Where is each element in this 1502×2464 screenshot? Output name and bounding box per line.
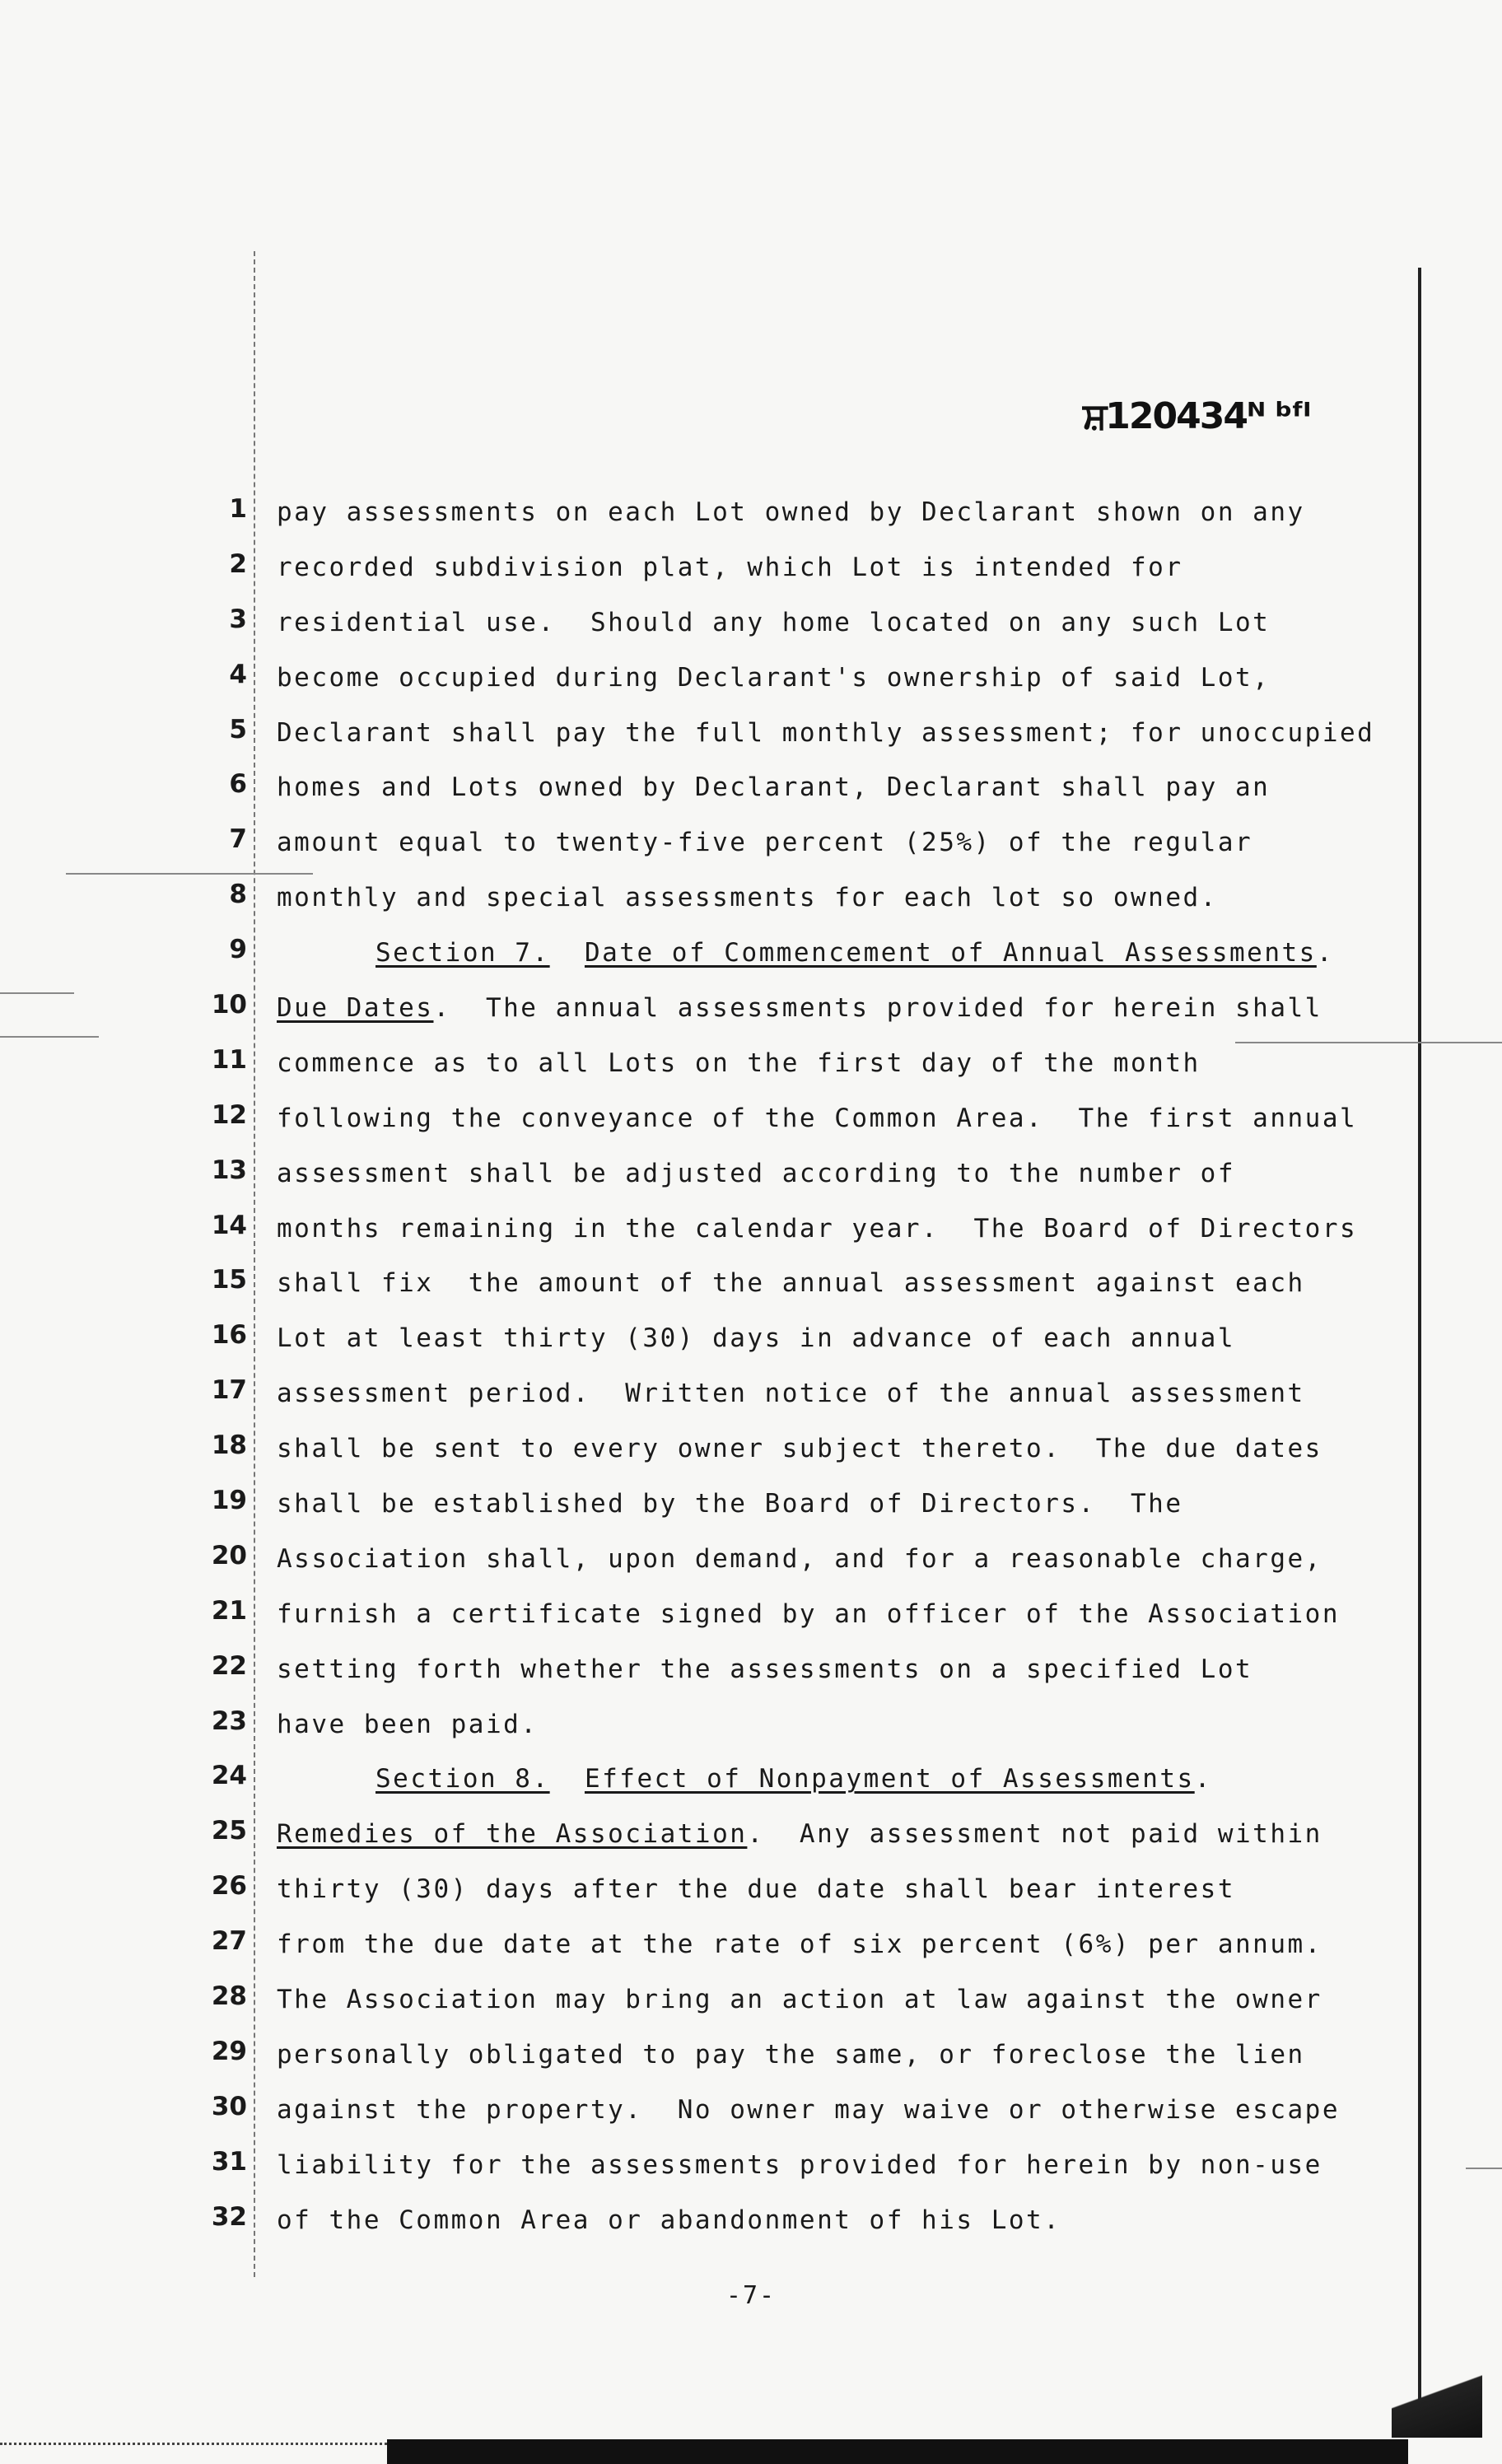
- line-text: Association shall, upon demand, and for a reasonable charge,: [277, 1543, 1322, 1574]
- document-line: [0, 2090, 1502, 2145]
- document-line: [0, 2035, 1502, 2090]
- line-text: residential use. Should any home located on any such Lot: [277, 607, 1271, 637]
- document-line: [0, 1154, 1502, 1209]
- section-title-continued: Due Dates: [277, 993, 434, 1024]
- line-text-rest: Any assessment not paid within: [764, 1819, 1322, 1850]
- line-text: Lot at least thirty (30) days in advance of each annual: [277, 1323, 1235, 1354]
- line-text: pay assessments on each Lot owned by Declarant shown on any: [277, 497, 1305, 527]
- document-line: [0, 1374, 1502, 1429]
- line-text: commence as to all Lots on the first day of the month: [277, 1048, 1201, 1078]
- document-line: [0, 1650, 1502, 1705]
- line-number: 5: [229, 714, 247, 744]
- line-text: become occupied during Declarant's ownership of said Lot,: [277, 662, 1271, 693]
- line-number: 3: [229, 604, 247, 634]
- line-number: 22: [211, 1650, 247, 1681]
- line-text: of the Common Area or abandonment of his Lot.: [277, 2205, 1061, 2235]
- document-line: [0, 603, 1502, 658]
- line-number: 2: [229, 548, 247, 579]
- line-text: [376, 1762, 1212, 1795]
- line-text: homes and Lots owned by Declarant, Declarant shall pay an: [277, 772, 1271, 803]
- line-number: 20: [211, 1540, 247, 1570]
- line-number: 4: [229, 659, 247, 689]
- document-line: [0, 1263, 1502, 1318]
- document-line: [0, 988, 1502, 1043]
- line-number: 9: [229, 935, 247, 965]
- document-line: [0, 1539, 1502, 1594]
- document-line: [0, 1318, 1502, 1374]
- line-number: 12: [211, 1099, 247, 1130]
- page-number: -7-: [725, 2281, 777, 2310]
- line-text: liability for the assessments provided for herein by non-use: [277, 2149, 1322, 2180]
- document-line: [0, 933, 1502, 988]
- document-line: [0, 1814, 1502, 1869]
- section-title: Effect of Nonpayment of Assessments: [584, 1764, 1195, 1794]
- numbered-text-body: [0, 492, 1502, 2256]
- document-number: ਸ਼120434ᴺ ᵇᶠᴵ: [1083, 395, 1310, 437]
- line-text: assessment shall be adjusted according to the number of: [277, 1158, 1235, 1188]
- line-text: amount equal to twenty-five percent (25%) of the regular: [277, 828, 1253, 858]
- document-line: [0, 1705, 1502, 1760]
- line-number: 15: [211, 1265, 247, 1295]
- line-text: Declarant shall pay the full monthly assessment; for unoccupied: [277, 717, 1375, 748]
- line-number: 25: [211, 1816, 247, 1846]
- line-text: shall be established by the Board of Directors. The: [277, 1489, 1183, 1519]
- line-number: 8: [229, 880, 247, 910]
- document-line: [0, 768, 1502, 823]
- section-title: Date of Commencement of Annual Assessments: [584, 938, 1317, 968]
- line-number: 31: [211, 2146, 247, 2177]
- line-text: thirty (30) days after the due date shall bear interest: [277, 1874, 1235, 1905]
- document-line: [0, 1594, 1502, 1650]
- section-heading: Section 7.: [376, 938, 550, 968]
- line-text: shall be sent to every owner subject thereto. The due dates: [277, 1434, 1322, 1464]
- scan-corner-shadow: [1392, 2331, 1482, 2438]
- line-number: 10: [211, 990, 247, 1020]
- document-line: [0, 1925, 1502, 1980]
- document-line: [0, 1869, 1502, 1925]
- document-line: [0, 548, 1502, 603]
- document-line: [0, 1209, 1502, 1264]
- line-text: [376, 936, 1334, 969]
- line-number: 24: [211, 1761, 247, 1791]
- section-title-period: .: [1194, 1764, 1212, 1794]
- line-text: [277, 1818, 1322, 1850]
- line-number: 18: [211, 1430, 247, 1461]
- scan-edge-bottom-left: [0, 2443, 387, 2452]
- section-title-continued: Remedies of the Association: [277, 1819, 748, 1850]
- line-text: assessment period. Written notice of the annual assessment: [277, 1379, 1305, 1409]
- line-number: 1: [229, 494, 247, 524]
- document-line: [0, 1980, 1502, 2035]
- line-text: against the property. No owner may waive or otherwise escape: [277, 2094, 1340, 2125]
- line-number: 16: [211, 1320, 247, 1351]
- line-text: shall fix the amount of the annual assessment against each: [277, 1268, 1305, 1299]
- document-line: [0, 1429, 1502, 1484]
- line-number: 6: [229, 769, 247, 800]
- document-line: [0, 658, 1502, 713]
- document-line: [0, 878, 1502, 933]
- section-title-period: .: [747, 1819, 765, 1850]
- line-number: 7: [229, 824, 247, 855]
- line-text: months remaining in the calendar year. The Board of Directors: [277, 1213, 1358, 1244]
- line-number: 27: [211, 1926, 247, 1957]
- section-title-period: .: [433, 993, 451, 1024]
- line-number: 11: [211, 1044, 247, 1075]
- section-heading: Section 8.: [376, 1764, 550, 1794]
- line-number: 30: [211, 2091, 247, 2121]
- line-text: have been paid.: [277, 1709, 539, 1739]
- line-text: setting forth whether the assessments on a specified Lot: [277, 1654, 1253, 1684]
- line-number: 14: [211, 1210, 247, 1240]
- document-line: [0, 823, 1502, 878]
- line-text: from the due date at the rate of six percent (6%) per annum.: [277, 1930, 1322, 1960]
- line-number: 32: [211, 2201, 247, 2232]
- line-number: 23: [211, 1706, 247, 1736]
- document-line: [0, 492, 1502, 548]
- document-line: [0, 2200, 1502, 2256]
- document-line: [0, 2145, 1502, 2200]
- document-line: [0, 1043, 1502, 1099]
- document-line: [0, 713, 1502, 768]
- line-number: 19: [211, 1486, 247, 1516]
- line-text: furnish a certificate signed by an officer of the Association: [277, 1598, 1340, 1629]
- line-number: 21: [211, 1595, 247, 1626]
- document-line: [0, 1099, 1502, 1154]
- line-number: 28: [211, 1981, 247, 2012]
- line-text: following the conveyance of the Common Area. The first annual: [277, 1103, 1358, 1133]
- scan-edge-bottom: [387, 2439, 1408, 2464]
- line-text: recorded subdivision plat, which Lot is intended for: [277, 552, 1183, 582]
- line-text: monthly and special assessments for each lot so owned.: [277, 883, 1218, 913]
- line-text: [277, 992, 1322, 1024]
- document-line: [0, 1759, 1502, 1814]
- document-line: [0, 1484, 1502, 1539]
- line-number: 13: [211, 1155, 247, 1185]
- line-number: 26: [211, 1871, 247, 1902]
- section-title-period: .: [1316, 938, 1335, 968]
- line-number: 17: [211, 1375, 247, 1406]
- line-text: personally obligated to pay the same, or foreclose the lien: [277, 2039, 1305, 2070]
- line-text: The Association may bring an action at law against the owner: [277, 1985, 1322, 2015]
- line-number: 29: [211, 2036, 247, 2066]
- line-text-rest: The annual assessments provided for herein shall: [450, 993, 1322, 1024]
